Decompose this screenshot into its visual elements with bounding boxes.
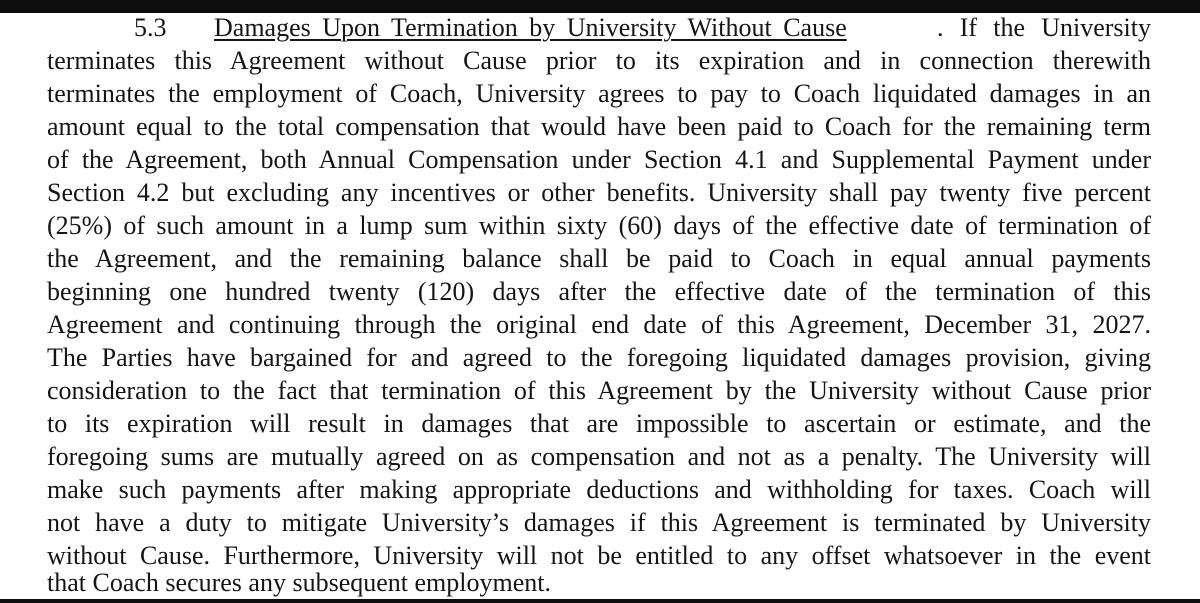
paragraph-line: not have a duty to mitigate University’s damages if this Agreement is terminated by University xyxy=(47,508,1151,537)
paragraph-line: beginning one hundred twenty (120) days after the effective date of the termination of this xyxy=(47,277,1151,306)
paragraph-line: the Agreement, and the remaining balance shall be paid to Coach in equal annual payments xyxy=(47,244,1151,273)
section-first-line xyxy=(134,11,1151,44)
paragraph-line: The Parties have bargained for and agreed to the foregoing liquidated damages provision, giving xyxy=(47,343,1151,372)
paragraph-line: to its expiration will result in damages that are impossible to ascertain or estimate, and the xyxy=(47,409,1151,438)
section-heading: Damages Upon Termination by University Without Cause xyxy=(214,13,847,42)
paragraph-line: foregoing sums are mutually agreed on as compensation and not as a penalty. The University will xyxy=(47,442,1151,471)
paragraph-line: make such payments after making appropriate deductions and withholding for taxes. Coach will xyxy=(47,475,1151,504)
paragraph-line: amount equal to the total compensation that would have been paid to Coach for the remaining term xyxy=(47,112,1151,141)
paragraph-line: of the Agreement, both Annual Compensation under Section 4.1 and Supplemental Payment under xyxy=(47,145,1151,174)
bottom-edge-bar xyxy=(0,599,1200,603)
section-number: 5.3 xyxy=(134,13,167,42)
paragraph-line: (25%) of such amount in a lump sum within sixty (60) days of the effective date of termination of xyxy=(47,211,1151,240)
paragraph-line: terminates the employment of Coach, University agrees to pay to Coach liquidated damages in an xyxy=(47,79,1151,108)
paragraph-line: Agreement and continuing through the original end date of this Agreement, December 31, 2027. xyxy=(47,310,1151,339)
paragraph-line: Section 4.2 but excluding any incentives or other benefits. University shall pay twenty five percent xyxy=(47,178,1151,207)
section-first-line-text: . If the University xyxy=(937,13,1151,42)
paragraph-line: that Coach secures any subsequent employment. xyxy=(47,568,551,597)
paragraph-line: without Cause. Furthermore, University will not be entitled to any offset whatsoever in the event xyxy=(47,541,1151,570)
paragraph-line: consideration to the fact that termination of this Agreement by the University without Cause prior xyxy=(47,376,1151,405)
paragraph-line: terminates this Agreement without Cause prior to its expiration and in connection therewith xyxy=(47,46,1151,75)
